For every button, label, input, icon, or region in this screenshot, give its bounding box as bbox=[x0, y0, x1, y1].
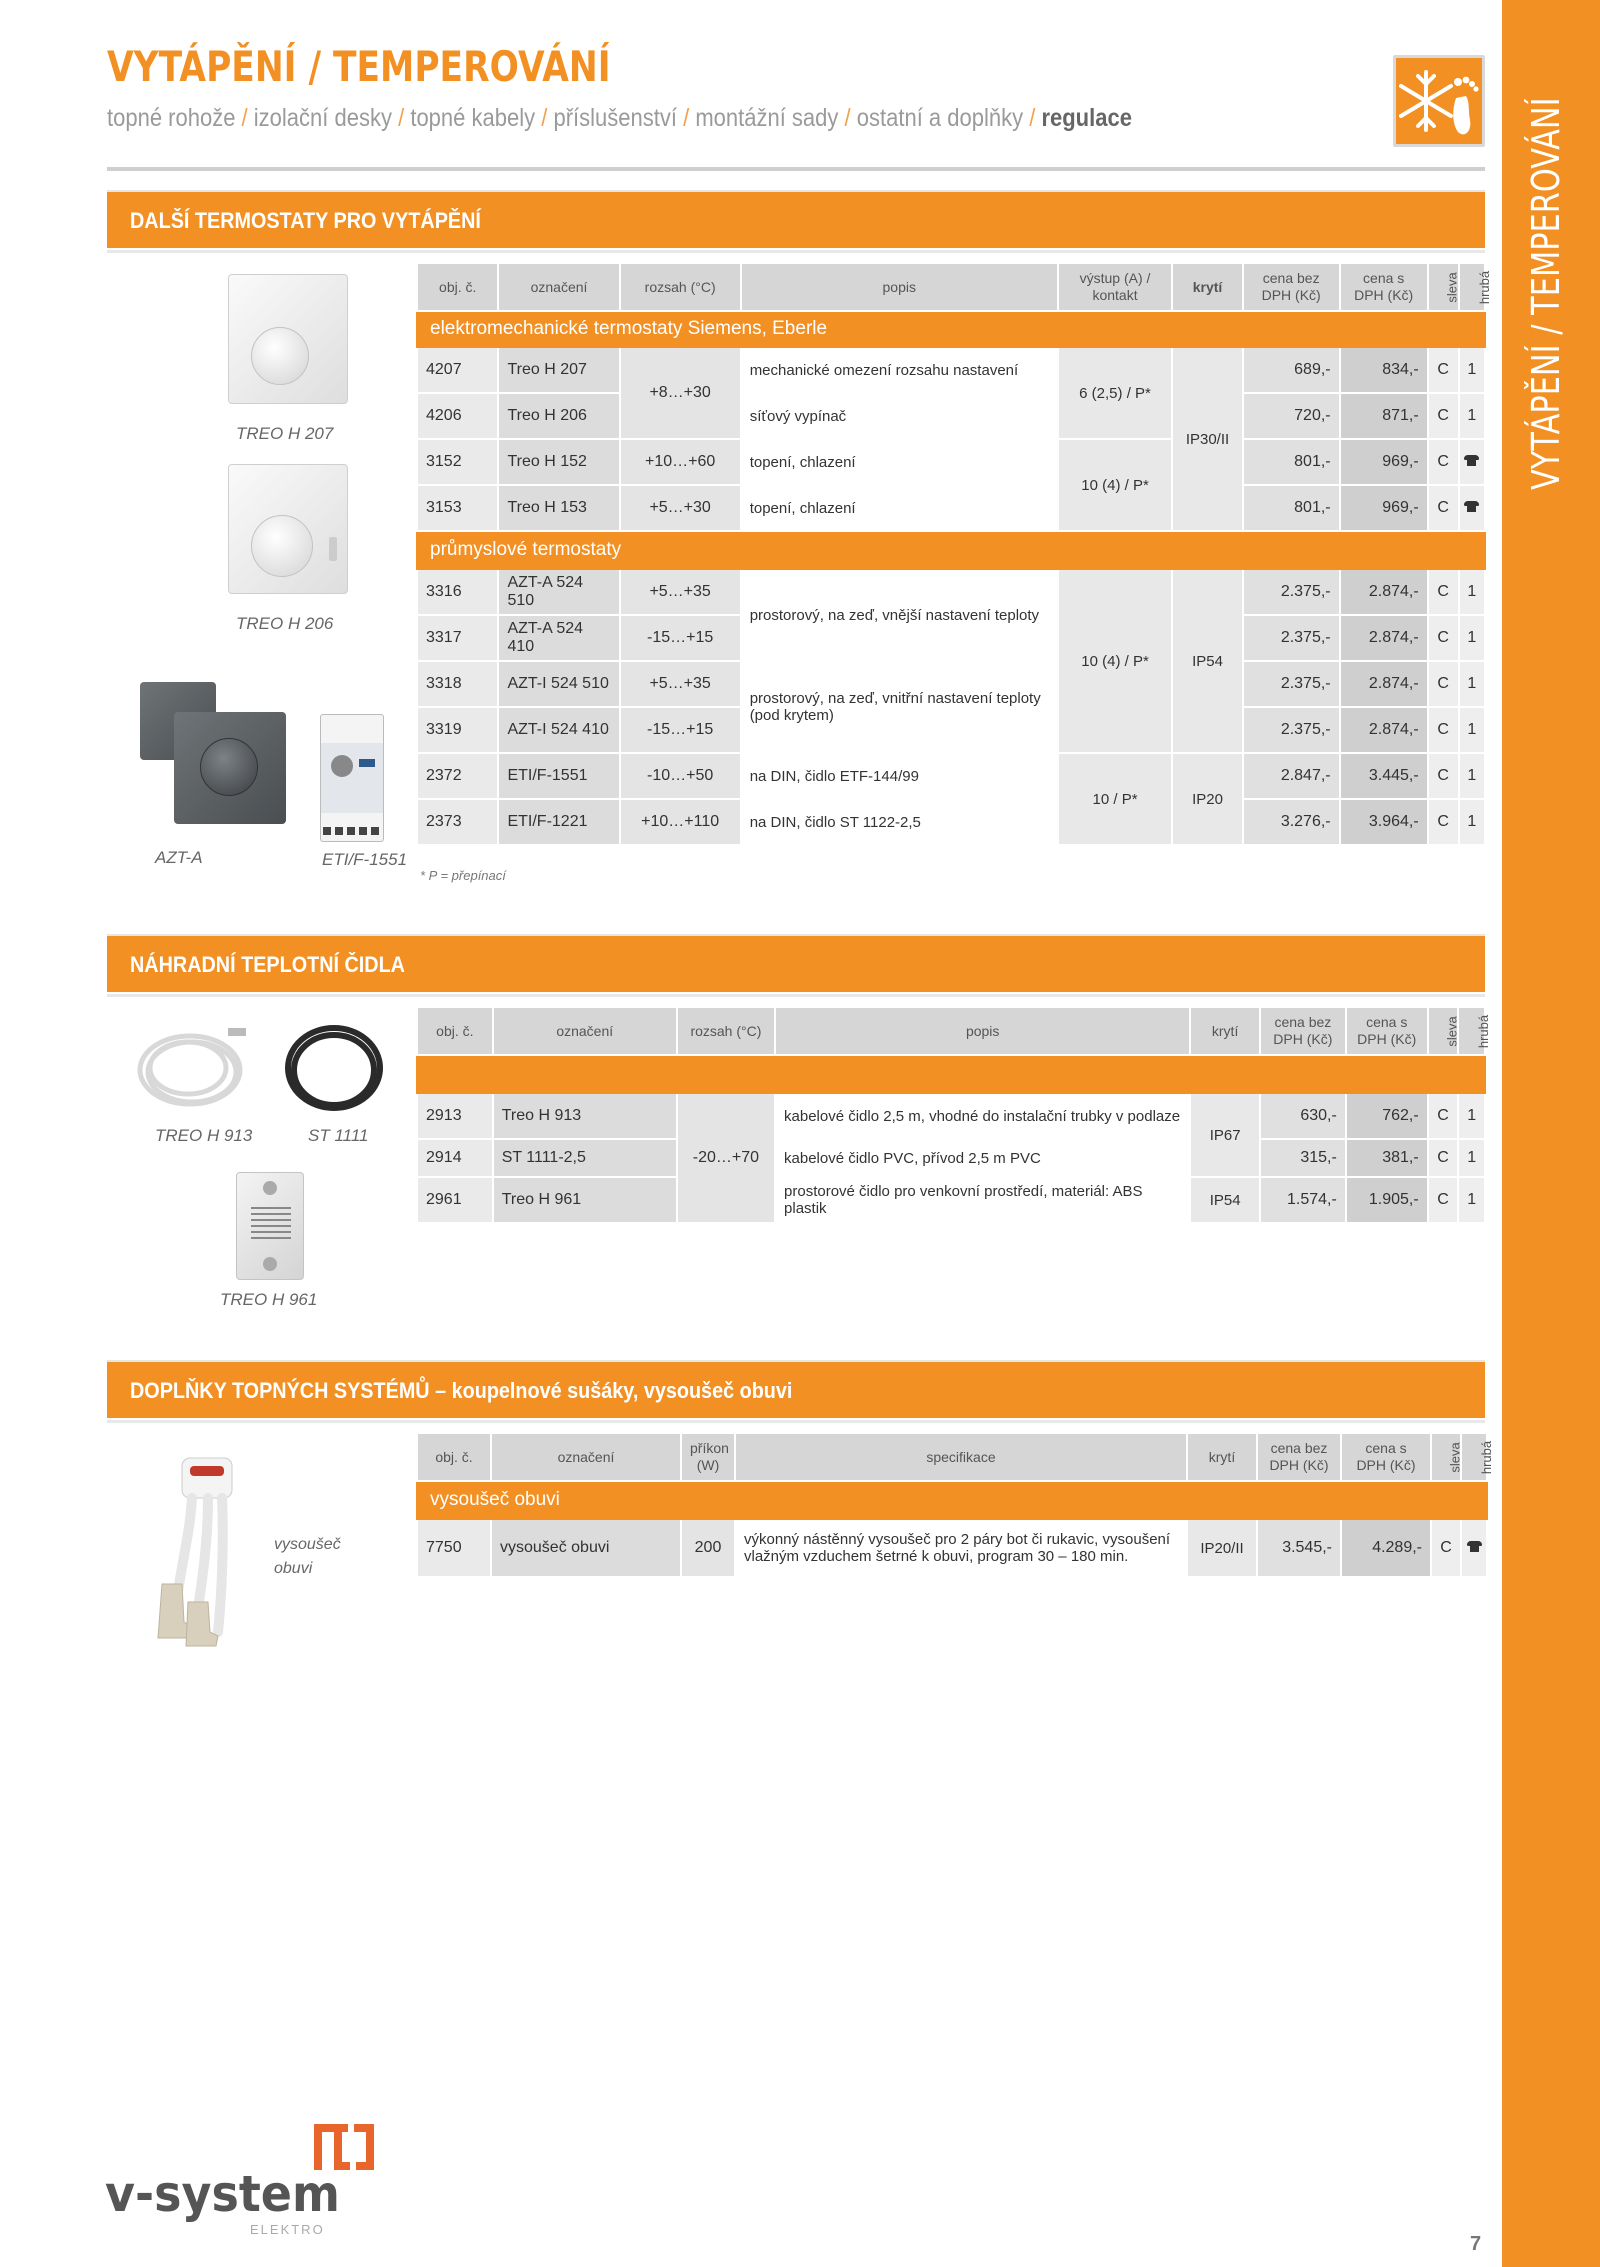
thermostats-table bbox=[416, 262, 1492, 846]
table-row: 2372 ETI/F-1551 -10…+50 na DIN, čidlo ETF-144/99 10 / P* IP20 2.847,- 3.445,- C 1 bbox=[417, 753, 1485, 799]
column-header: cena bez DPH (Kč) bbox=[1243, 263, 1340, 311]
product-image-azt-a bbox=[174, 712, 286, 824]
column-header: obj. č. bbox=[417, 263, 498, 311]
footnote: * P = přepínací bbox=[420, 868, 506, 883]
table-row: 3316 AZT-A 524 510 +5…+35 prostorový, na zeď, vnější nastavení teploty 10 (4) / P* IP54 2.375,- 2.874,- C 1 bbox=[417, 569, 1485, 615]
sensors-table bbox=[416, 1006, 1492, 1224]
column-header: cena bez DPH (Kč) bbox=[1257, 1433, 1341, 1481]
v-system-logo-mark bbox=[310, 2122, 378, 2170]
column-header: označení bbox=[493, 1007, 677, 1055]
image-caption: AZT-A bbox=[155, 848, 203, 867]
column-header: krytí bbox=[1172, 263, 1242, 311]
product-image-st-1111 bbox=[278, 1018, 390, 1118]
column-header: cena bez DPH (Kč) bbox=[1260, 1007, 1346, 1055]
product-image-treo-h-207 bbox=[228, 274, 348, 404]
column-header: cena s DPH (Kč) bbox=[1346, 1007, 1428, 1055]
column-header: cena s DPH (Kč) bbox=[1341, 1433, 1431, 1481]
breadcrumb-item[interactable]: ostatní a doplňky bbox=[856, 104, 1024, 132]
section-header-sensors: NÁHRADNÍ TEPLOTNÍ ČIDLA bbox=[107, 934, 1485, 992]
category-row bbox=[417, 1055, 1485, 1093]
column-header: označení bbox=[491, 1433, 681, 1481]
header-divider bbox=[107, 167, 1485, 171]
image-caption: TREO H 961 bbox=[220, 1290, 318, 1309]
column-header: označení bbox=[498, 263, 619, 311]
section-header-accessories: DOPLŇKY TOPNÝCH SYSTÉMŮ – koupelnové sušáky, vysoušeč obuvi bbox=[107, 1360, 1485, 1418]
column-header: krytí bbox=[1187, 1433, 1257, 1481]
image-caption: TREO H 207 bbox=[236, 424, 334, 443]
table-row: 3319 AZT-I 524 410 -15…+15 2.375,- 2.874,- C 1 bbox=[417, 707, 1485, 753]
product-image-treo-h-206 bbox=[228, 464, 348, 594]
accessories-table bbox=[416, 1432, 1495, 1578]
section-header-thermostats: DALŠÍ TERMOSTATY PRO VYTÁPĚNÍ bbox=[107, 190, 1485, 248]
product-image-shoe-dryer bbox=[152, 1452, 252, 1648]
column-header: popis bbox=[741, 263, 1058, 311]
column-header: obj. č. bbox=[417, 1007, 493, 1055]
image-caption: TREO H 206 bbox=[236, 614, 334, 633]
image-caption: obuvi bbox=[274, 1560, 313, 1577]
image-caption: vysoušeč bbox=[274, 1536, 341, 1553]
product-image-treo-h-961 bbox=[236, 1172, 304, 1280]
table-header-row bbox=[417, 1433, 1487, 1481]
column-header: krytí bbox=[1190, 1007, 1260, 1055]
image-caption: ETI/F-1551 bbox=[322, 850, 408, 869]
column-header: obj. č. bbox=[417, 1433, 491, 1481]
column-header: sleva bbox=[1428, 263, 1459, 311]
breadcrumb-item[interactable]: topné kabely bbox=[410, 104, 536, 132]
column-header: rozsah (°C) bbox=[620, 263, 741, 311]
column-header: příkon (W) bbox=[681, 1433, 735, 1481]
v-system-logo: v-system bbox=[105, 2165, 340, 2223]
column-header: rozsah (°C) bbox=[677, 1007, 775, 1055]
column-header: hrubá bbox=[1459, 263, 1485, 311]
column-header: popis bbox=[775, 1007, 1190, 1055]
phone-icon bbox=[1459, 485, 1485, 531]
page-title: VYTÁPĚNÍ / TEMPEROVÁNÍ bbox=[107, 42, 611, 91]
table-row: 3152 Treo H 152 +10…+60 topení, chlazení 10 (4) / P* 801,- 969,- C bbox=[417, 439, 1485, 485]
table-row: 7750 vysoušeč obuvi 200 výkonný nástěnný vysoušeč pro 2 páry bot či rukavic, vysoušení vlažným vzduchem šetrné k obuvi, program 30 – 180 min. IP20/II 3.545,- 4.289,- C bbox=[417, 1519, 1487, 1577]
phone-icon bbox=[1459, 439, 1485, 485]
column-header: hrubá bbox=[1458, 1007, 1485, 1055]
table-row: 2373 ETI/F-1221 +10…+110 na DIN, čidlo ST 1122-2,5 3.276,- 3.964,- C 1 bbox=[417, 799, 1485, 845]
table-row: 4206 Treo H 206 síťový vypínač 720,- 871,- C 1 bbox=[417, 393, 1485, 439]
breadcrumb: topné rohože / izolační desky / topné kabely / příslušenství / montážní sady / ostatní a doplňky / regulace bbox=[107, 104, 1132, 132]
column-header: výstup (A) / kontakt bbox=[1058, 263, 1173, 311]
column-header: sleva bbox=[1428, 1007, 1459, 1055]
category-row: elektromechanické termostaty Siemens, Eberle bbox=[417, 311, 1485, 347]
table-header-row bbox=[417, 263, 1485, 311]
table-row: 4207 Treo H 207 +8…+30 mechanické omezení rozsahu nastavení 6 (2,5) / P* IP30/II 689,- 834,- C 1 bbox=[417, 347, 1485, 393]
column-header: cena s DPH (Kč) bbox=[1340, 263, 1428, 311]
breadcrumb-item[interactable]: izolační desky bbox=[253, 104, 392, 132]
table-row: 3318 AZT-I 524 510 +5…+35 prostorový, na zeď, vnitřní nastavení teploty (pod krytem) 2.375,- 2.874,- C 1 bbox=[417, 661, 1485, 707]
breadcrumb-item[interactable]: příslušenství bbox=[553, 104, 677, 132]
table-row: 3153 Treo H 153 +5…+30 topení, chlazení 801,- 969,- C bbox=[417, 485, 1485, 531]
table-row: 2913 Treo H 913 -20…+70 kabelové čidlo 2,5 m, vhodné do instalační trubky v podlaze IP67 630,- 762,- C 1 bbox=[417, 1093, 1485, 1139]
table-row: 2914 ST 1111-2,5 kabelové čidlo PVC, přívod 2,5 m PVC 315,- 381,- C 1 bbox=[417, 1139, 1485, 1177]
image-caption: ST 1111 bbox=[308, 1126, 369, 1145]
table-row: 2961 Treo H 961 prostorové čidlo pro venkovní prostředí, materiál: ABS plastik IP54 1.574,- 1.905,- C 1 bbox=[417, 1177, 1485, 1223]
category-row: průmyslové termostaty bbox=[417, 531, 1485, 569]
category-row: vysoušeč obuvi bbox=[417, 1481, 1487, 1519]
section-divider bbox=[107, 994, 1485, 997]
product-image-eti-f-1551 bbox=[320, 714, 384, 842]
phone-icon bbox=[1461, 1519, 1487, 1577]
logo-subtitle: ELEKTRO bbox=[250, 2222, 325, 2237]
section-divider bbox=[107, 250, 1485, 253]
section-divider bbox=[107, 1420, 1485, 1423]
product-image-treo-h-913 bbox=[132, 1018, 256, 1116]
page-number: 7 bbox=[1470, 2233, 1482, 2255]
image-caption: TREO H 913 bbox=[155, 1126, 253, 1145]
side-tab-label: VYTÁPĚNÍ / TEMPEROVÁNÍ bbox=[1524, 97, 1568, 490]
column-header: sleva bbox=[1431, 1433, 1461, 1481]
table-header-row bbox=[417, 1007, 1485, 1055]
column-header: hrubá bbox=[1461, 1433, 1487, 1481]
column-header: specifikace bbox=[735, 1433, 1187, 1481]
breadcrumb-item[interactable]: topné rohože bbox=[107, 104, 236, 132]
snowflake-foot-icon bbox=[1393, 55, 1485, 147]
breadcrumb-item-active[interactable]: regulace bbox=[1041, 104, 1132, 132]
breadcrumb-item[interactable]: montážní sady bbox=[695, 104, 839, 132]
table-row: 3317 AZT-A 524 410 -15…+15 2.375,- 2.874,- C 1 bbox=[417, 615, 1485, 661]
